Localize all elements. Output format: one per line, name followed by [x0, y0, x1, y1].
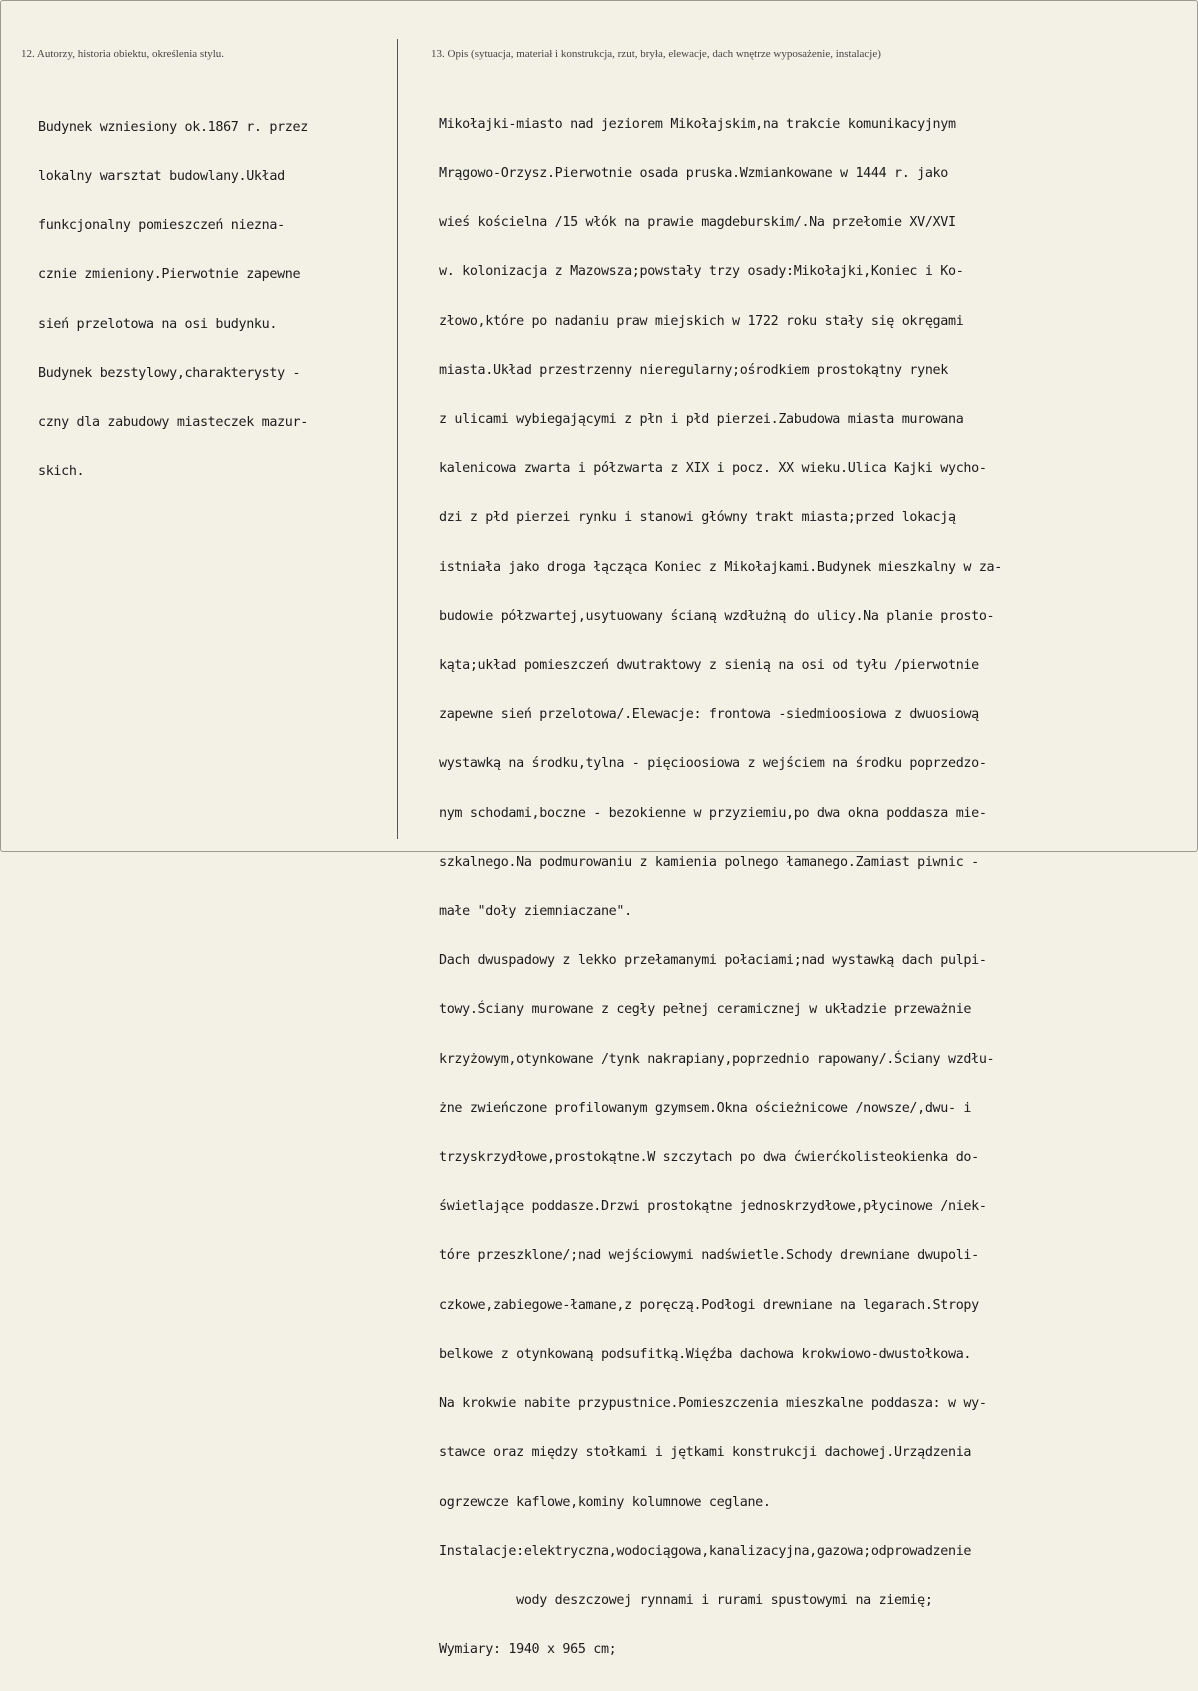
history-text [38, 87, 308, 513]
section-13-header: 13. Opis (sytuacja, materiał i konstrukcja, rzut, bryła, elewacje, dach wnętrze wyposażenie, instalacje) [431, 48, 881, 60]
description-line: krzyżowym,otynkowane /tynk nakrapiany,poprzednio rapowany/.Ściany wzdłu- [439, 1051, 995, 1067]
description-line: małe "doły ziemniaczane". [439, 904, 632, 920]
section-12-header: 12. Autorzy, historia obiektu, określenia stylu. [21, 48, 225, 60]
description-line: czkowe,zabiegowe-łamane,z poręczą.Podłogi drewniane na legarach.Stropy [439, 1297, 979, 1313]
description-line: stawce oraz między stołkami i jętkami konstrukcji dachowej.Urządzenia [439, 1445, 972, 1461]
description-line: Mikołajki-miasto nad jeziorem Mikołajskim,na trakcie komunikacyjnym [439, 116, 956, 132]
description-line: budowie półzwartej,usytuowany ścianą wzdłużną do ulicy.Na planie prosto- [439, 608, 995, 624]
description-line: Instalacje:elektryczna,wodociągowa,kanalizacyjna,gazowa;odprowadzenie [439, 1543, 972, 1559]
description-line: towy.Ściany murowane z cegły pełnej ceramicznej w układzie przeważnie [439, 1002, 972, 1018]
description-line: nym schodami,boczne - bezokienne w przyziemiu,po dwa okna poddasza mie- [439, 805, 987, 821]
description-line: szkalnego.Na podmurowaniu z kamienia polnego łamanego.Zamiast piwnic - [439, 854, 979, 870]
description-line: wody deszczowej rynnami i rurami spustowymi na ziemię; [439, 1592, 933, 1608]
history-line: funkcjonalny pomieszczeń niezna- [38, 218, 285, 234]
description-line: zapewne sień przelotowa/.Elewacje: frontowa -siedmioosiowa z dwuosiową [439, 707, 979, 723]
description-line: dzi z płd pierzei rynku i stanowi główny trakt miasta;przed lokacją [439, 510, 956, 526]
history-line: Budynek bezstylowy,charakterysty - [38, 365, 301, 381]
description-line: złowo,które po nadaniu praw miejskich w 1722 roku stały się okręgami [439, 313, 964, 329]
description-line: miasta.Układ przestrzenny nieregularny;ośrodkiem prostokątny rynek [439, 362, 948, 378]
history-line: czny dla zabudowy miasteczek mazur- [38, 415, 308, 431]
description-line: wystawką na środku,tylna - pięcioosiowa z wejściem na środku poprzedzo- [439, 756, 987, 772]
description-line: tóre przeszklone/;nad wejściowymi nadświetle.Schody drewniane dwupoli- [439, 1248, 979, 1264]
description-text [439, 84, 1002, 1691]
history-line: cznie zmieniony.Pierwotnie zapewne [38, 267, 301, 283]
description-line: istniała jako droga łącząca Koniec z Mikołajkami.Budynek mieszkalny w za- [439, 559, 1002, 575]
history-line: sień przelotowa na osi budynku. [38, 316, 278, 332]
history-line: skich. [38, 464, 85, 480]
description-line: wieś kościelna /15 włók na prawie magdeburskim/.Na przełomie XV/XVI [439, 215, 956, 231]
description-line: Dach dwuspadowy z lekko przełamanymi połaciami;nad wystawką dach pulpi- [439, 953, 987, 969]
description-line: świetlające poddasze.Drzwi prostokątne jednoskrzydłowe,płycinowe /niek- [439, 1199, 987, 1215]
description-line: kalenicowa zwarta i półzwarta z XIX i pocz. XX wieku.Ulica Kajki wycho- [439, 461, 987, 477]
description-line: z ulicami wybiegającymi z płn i płd pierzei.Zabudowa miasta murowana [439, 412, 964, 428]
description-line: Mrągowo-Orzysz.Pierwotnie osada pruska.Wzmiankowane w 1444 r. jako [439, 166, 948, 182]
description-line: kąta;układ pomieszczeń dwutraktowy z sienią na osi od tyłu /pierwotnie [439, 658, 979, 674]
description-line: belkowe z otynkowaną podsufitką.Więźba dachowa krokwiowo-dwustołkowa. [439, 1346, 972, 1362]
description-line: Wymiary: 1940 x 965 cm; [439, 1642, 617, 1658]
description-line: Na krokwie nabite przypustnice.Pomieszczenia mieszkalne poddasza: w wy- [439, 1396, 987, 1412]
column-divider [397, 39, 398, 839]
description-line: trzyskrzydłowe,prostokątne.W szczytach po dwa ćwierćkolisteokienka do- [439, 1150, 979, 1166]
history-line: Budynek wzniesiony ok.1867 r. przez [38, 119, 308, 135]
description-line: w. kolonizacja z Mazowsza;powstały trzy osady:Mikołajki,Koniec i Ko- [439, 264, 964, 280]
description-line: ogrzewcze kaflowe,kominy kolumnowe ceglane. [439, 1494, 771, 1510]
description-line: żne zwieńczone profilowanym gzymsem.Okna ościeżnicowe /nowsze/,dwu- i [439, 1100, 972, 1116]
history-line: lokalny warsztat budowlany.Układ [38, 169, 285, 185]
